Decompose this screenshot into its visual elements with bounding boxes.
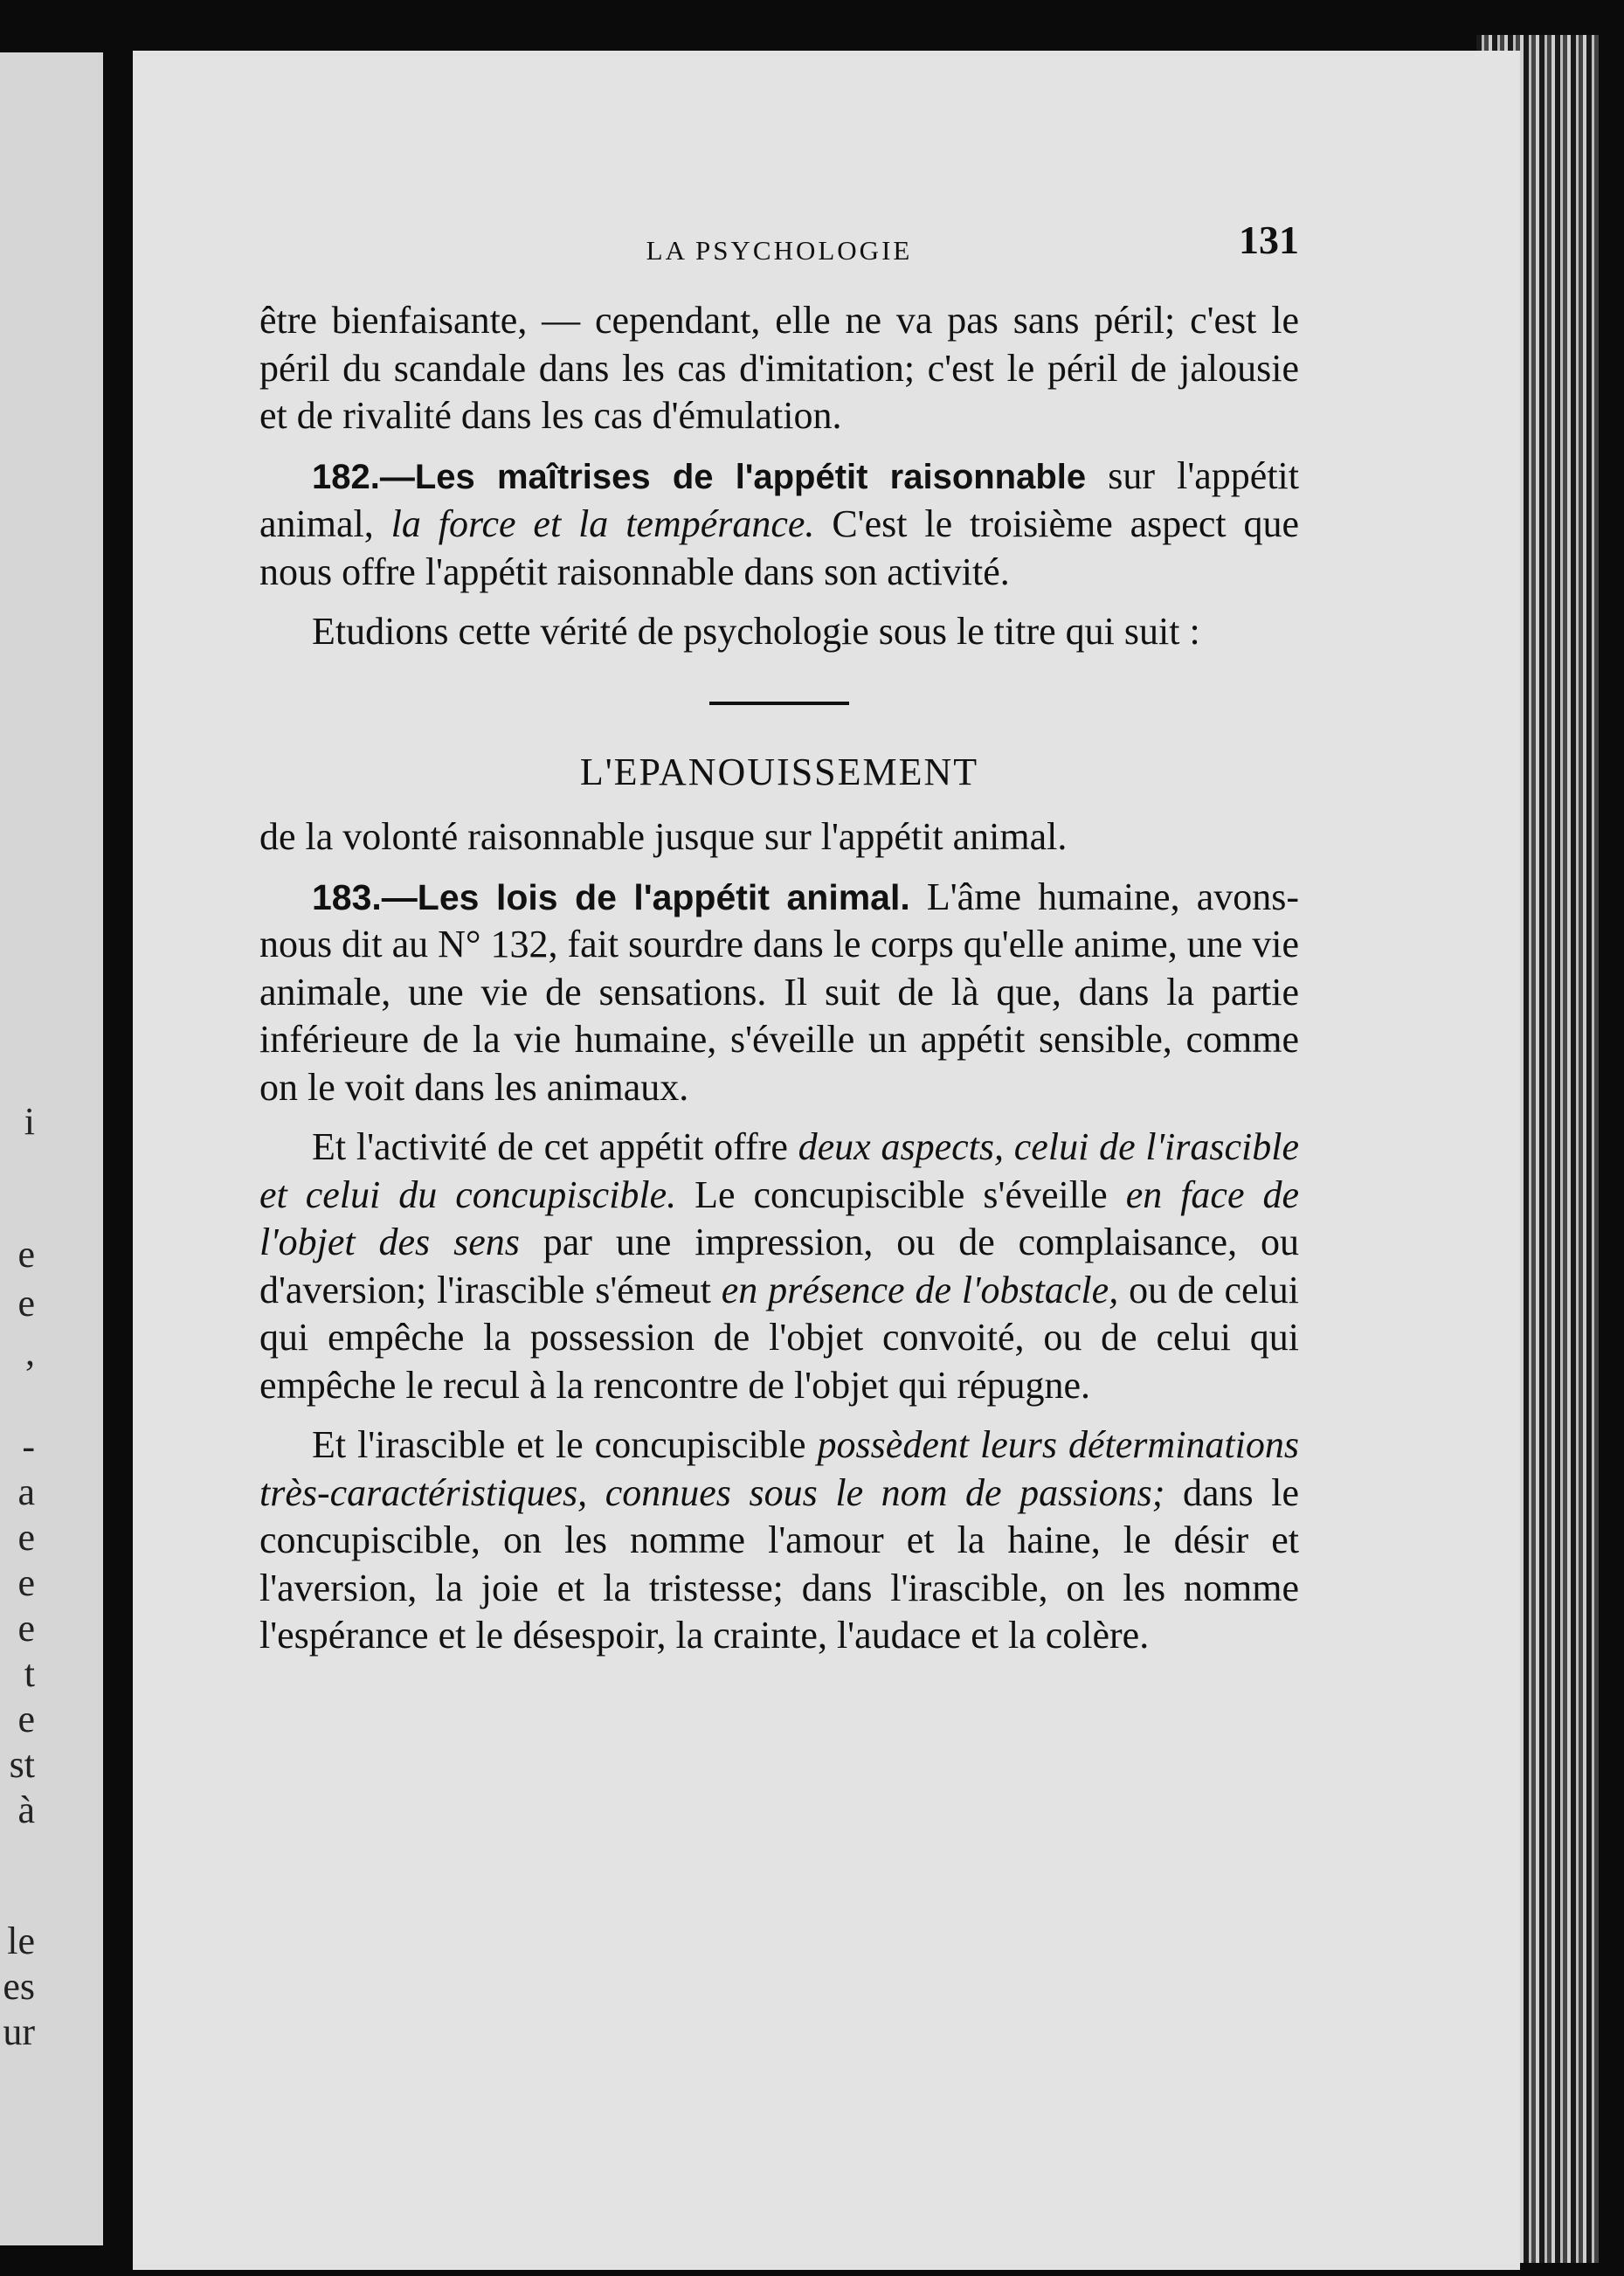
page-number: 131	[1239, 218, 1299, 262]
paragraph-183	[259, 874, 1299, 1112]
left-facing-page	[0, 52, 103, 2245]
paragraph-continuation: être bienfaisante, — cependant, elle ne va pas sans péril; c'est le péril du scandale dans les cas d'imitation; c'est le péril de jalousie et de rivalité dans les cas d'émulation.	[259, 299, 1299, 437]
italic-phrase: en face de l'objet des sens	[259, 1173, 1299, 1263]
section-183-heading: 183.—Les lois de l'appétit animal.	[312, 876, 910, 917]
left-page-fragment: a	[17, 1470, 35, 1513]
section-182-heading: 182.—Les maîtrises de l'appétit raisonnable	[312, 457, 1087, 496]
paragraph-text: Le concupiscible s'éveille	[676, 1173, 1126, 1216]
paragraph-text: sur l'appétit animal,	[259, 453, 1299, 545]
left-page-fragment: e	[17, 1233, 35, 1276]
paragraph-aspects	[259, 1124, 1299, 1409]
paragraph-text: par une impression, ou de complaisance, ou d'aversion; l'irascible s'émeut	[259, 1221, 1299, 1311]
italic-phrase: en présence de l'obstacle,	[721, 1268, 1119, 1311]
left-page-fragment: à	[17, 1788, 35, 1831]
paragraph-text: ou de celui qui empêche la possession de l'objet convoité, ou de celui qui empêche le recul à la rencontre de l'objet qui répugne.	[259, 1268, 1299, 1407]
page-header	[259, 217, 1299, 269]
paragraph-text: Et l'irascible et le concupiscible	[312, 1423, 818, 1466]
paragraph-text: L'âme humaine, avons-nous dit au N° 132, fait sourdre dans le corps qu'elle anime, une vie animale, une vie de sensations. Il suit de là que, dans la partie inférieure de la vie humaine, s'éveille un appétit sensible, comme on le voit dans les animaux.	[259, 875, 1300, 1109]
left-page-fragment: e	[17, 1607, 35, 1650]
paragraph-text: Et l'activité de cet appétit offre	[312, 1125, 798, 1168]
italic-phrase: possèdent leurs déterminations très-caractéristiques, connues sous le nom de passions;	[259, 1423, 1299, 1514]
paragraph-text: dans le concupiscible, on les nomme l'amour et la haine, le désir et l'aversion, la joie et la tristesse; dans l'irascible, on les nomme l'espérance et le désespoir, la crainte, l'audace et la colère.	[259, 1470, 1299, 1657]
section-divider	[709, 702, 849, 705]
left-page-fragment: ,	[25, 1331, 35, 1373]
italic-phrase: deux aspects, celui de l'irascible et celui du concupiscible.	[259, 1125, 1299, 1216]
left-page-fragment: es	[3, 1965, 35, 2008]
left-page-fragment: e	[17, 1282, 35, 1325]
running-head: LA PSYCHOLOGIE	[646, 235, 913, 266]
paragraph-passions	[259, 1422, 1299, 1660]
book-page	[133, 51, 1520, 2270]
left-page-fragment: t	[24, 1652, 35, 1695]
section-title: L'EPANOUISSEMENT	[579, 750, 979, 793]
page-text	[259, 217, 1299, 1660]
left-page-fragment: -	[22, 1425, 35, 1468]
left-page-fragment: ur	[3, 2010, 35, 2053]
paragraph-182	[259, 453, 1299, 597]
section-subtitle: de la volonté raisonnable jusque sur l'appétit animal.	[259, 815, 1068, 858]
left-page-fragment: i	[24, 1100, 35, 1143]
paragraph-intro: Etudions cette vérité de psychologie sous le titre qui suit :	[312, 610, 1200, 653]
italic-phrase: la force et la tempérance.	[390, 502, 815, 545]
left-page-fragment: st	[9, 1743, 35, 1786]
left-page-fragment: e	[17, 1516, 35, 1559]
left-page-fragment: e	[17, 1698, 35, 1740]
left-page-fragment: e	[17, 1561, 35, 1604]
left-page-fragment: le	[7, 1920, 35, 1962]
paragraph-text: C'est le troisième aspect que nous offre l'appétit raisonnable dans son activité.	[259, 502, 1300, 593]
